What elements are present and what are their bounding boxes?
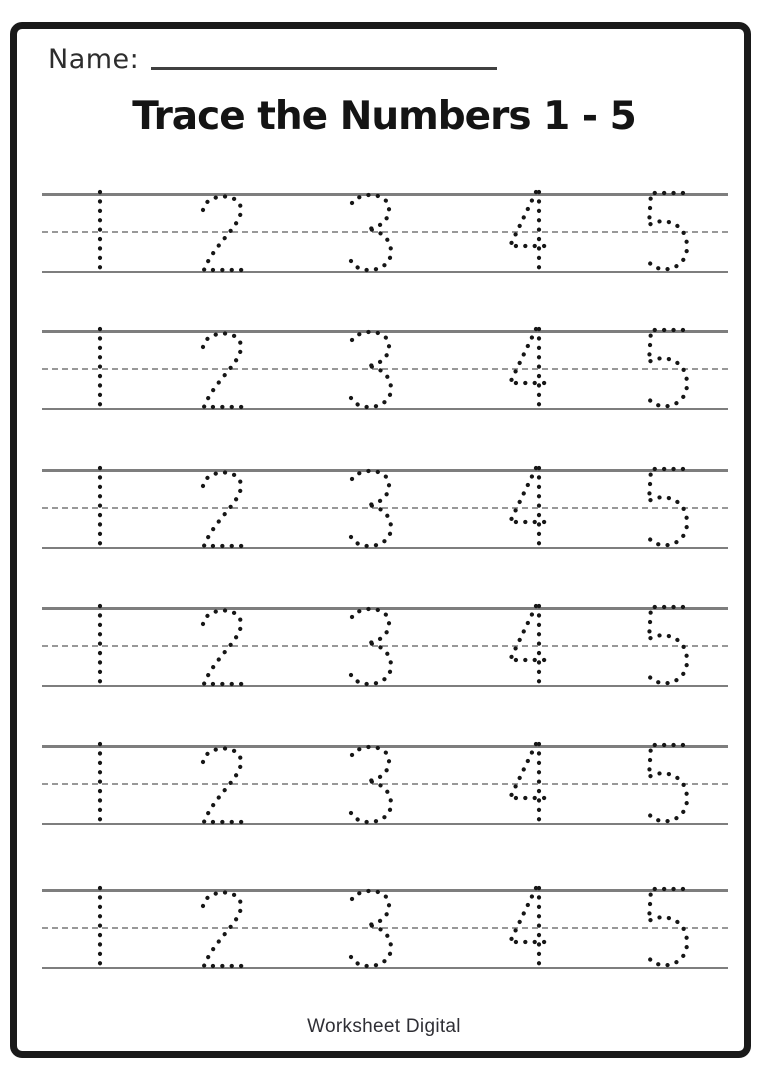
trace-digit-3 (342, 741, 402, 829)
trace-digit-5 (638, 189, 698, 277)
page-title: Trace the Numbers 1 - 5 (132, 94, 636, 139)
dotted-digits-group (42, 741, 728, 829)
trace-digit-4 (502, 603, 562, 691)
trace-digit-3 (342, 885, 402, 973)
writing-row-4 (42, 607, 728, 687)
trace-digit-1 (70, 189, 130, 277)
trace-digit-3 (342, 603, 402, 691)
writing-row-1 (42, 193, 728, 273)
trace-digit-3 (342, 465, 402, 553)
trace-digit-4 (502, 885, 562, 973)
trace-digit-2 (194, 326, 254, 414)
trace-digit-5 (638, 885, 698, 973)
trace-digit-1 (70, 603, 130, 691)
dotted-digits-group (42, 189, 728, 277)
dotted-digits-group (42, 603, 728, 691)
trace-digit-2 (194, 741, 254, 829)
trace-digit-3 (342, 326, 402, 414)
dotted-digits-group (42, 326, 728, 414)
writing-row-2 (42, 330, 728, 410)
trace-digit-1 (70, 885, 130, 973)
trace-digit-2 (194, 465, 254, 553)
dotted-digits-group (42, 885, 728, 973)
trace-digit-1 (70, 741, 130, 829)
footer-brand-text: Worksheet Digital (307, 1016, 461, 1037)
trace-digit-2 (194, 603, 254, 691)
trace-digit-3 (342, 189, 402, 277)
trace-digit-5 (638, 465, 698, 553)
dotted-digits-group (42, 465, 728, 553)
trace-digit-5 (638, 326, 698, 414)
trace-digit-1 (70, 326, 130, 414)
trace-digit-4 (502, 741, 562, 829)
writing-row-6 (42, 889, 728, 969)
trace-digit-2 (194, 885, 254, 973)
trace-digit-2 (194, 189, 254, 277)
trace-digit-5 (638, 741, 698, 829)
trace-digit-4 (502, 326, 562, 414)
writing-row-5 (42, 745, 728, 825)
writing-rows-container (42, 0, 728, 1084)
trace-digit-4 (502, 465, 562, 553)
trace-digit-5 (638, 603, 698, 691)
name-label: Name: (48, 44, 140, 75)
writing-row-3 (42, 469, 728, 549)
trace-digit-1 (70, 465, 130, 553)
trace-digit-4 (502, 189, 562, 277)
